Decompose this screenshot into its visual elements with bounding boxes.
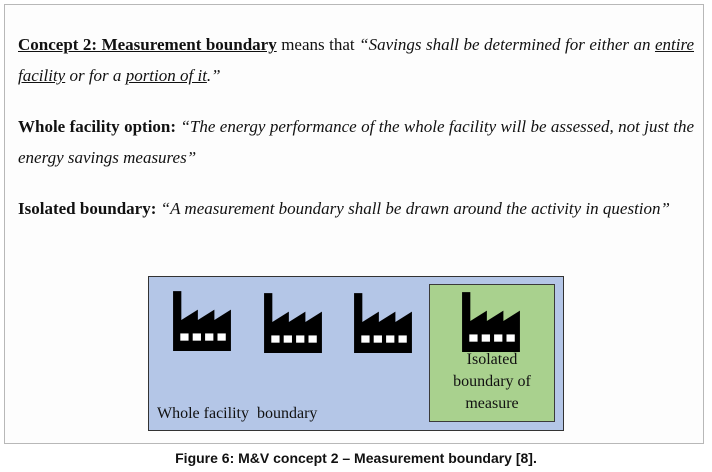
isolated-label-line: boundary of — [453, 373, 531, 390]
concept-heading: Concept 2: Measurement boundary — [18, 35, 277, 54]
isolated-boundary-quote: “A measurement boundary shall be drawn around the activity in question” — [156, 199, 670, 218]
entire-facility-text: entire facility — [18, 35, 695, 85]
whole-facility-label: Whole facility option: — [18, 117, 177, 136]
factory-icon — [262, 291, 324, 353]
concept-quote-mid: or for a — [65, 66, 126, 85]
concept-lead: means that — [276, 35, 360, 54]
isolated-boundary-box — [429, 284, 555, 422]
figure-caption: Figure 6: M&V concept 2 – Measurement boundary [8]. — [175, 450, 537, 466]
concept-paragraph — [18, 29, 694, 91]
whole-facility-boundary-label: Whole facility boundary — [157, 405, 318, 422]
isolated-boundary-caption — [430, 349, 554, 415]
concept-quote-close: .” — [206, 66, 221, 85]
isolated-label-line: measure — [465, 395, 519, 412]
whole-facility-boundary-box — [148, 276, 564, 431]
whole-facility-quote: “The energy performance of the whole facility will be assessed, not just the energy savings measures” — [18, 117, 694, 167]
isolated-boundary-label: Isolated boundary: — [18, 199, 157, 218]
factory-icon — [171, 289, 233, 351]
isolated-boundary-paragraph — [18, 193, 694, 224]
whole-facility-paragraph — [18, 111, 694, 173]
factory-icon — [352, 291, 414, 353]
portion-text: portion of it — [125, 66, 207, 85]
concept-quote-open: “Savings shall be determined for either an — [359, 35, 655, 54]
isolated-label-line: Isolated — [466, 351, 518, 368]
factory-icon — [460, 290, 522, 352]
document-frame — [4, 4, 704, 444]
